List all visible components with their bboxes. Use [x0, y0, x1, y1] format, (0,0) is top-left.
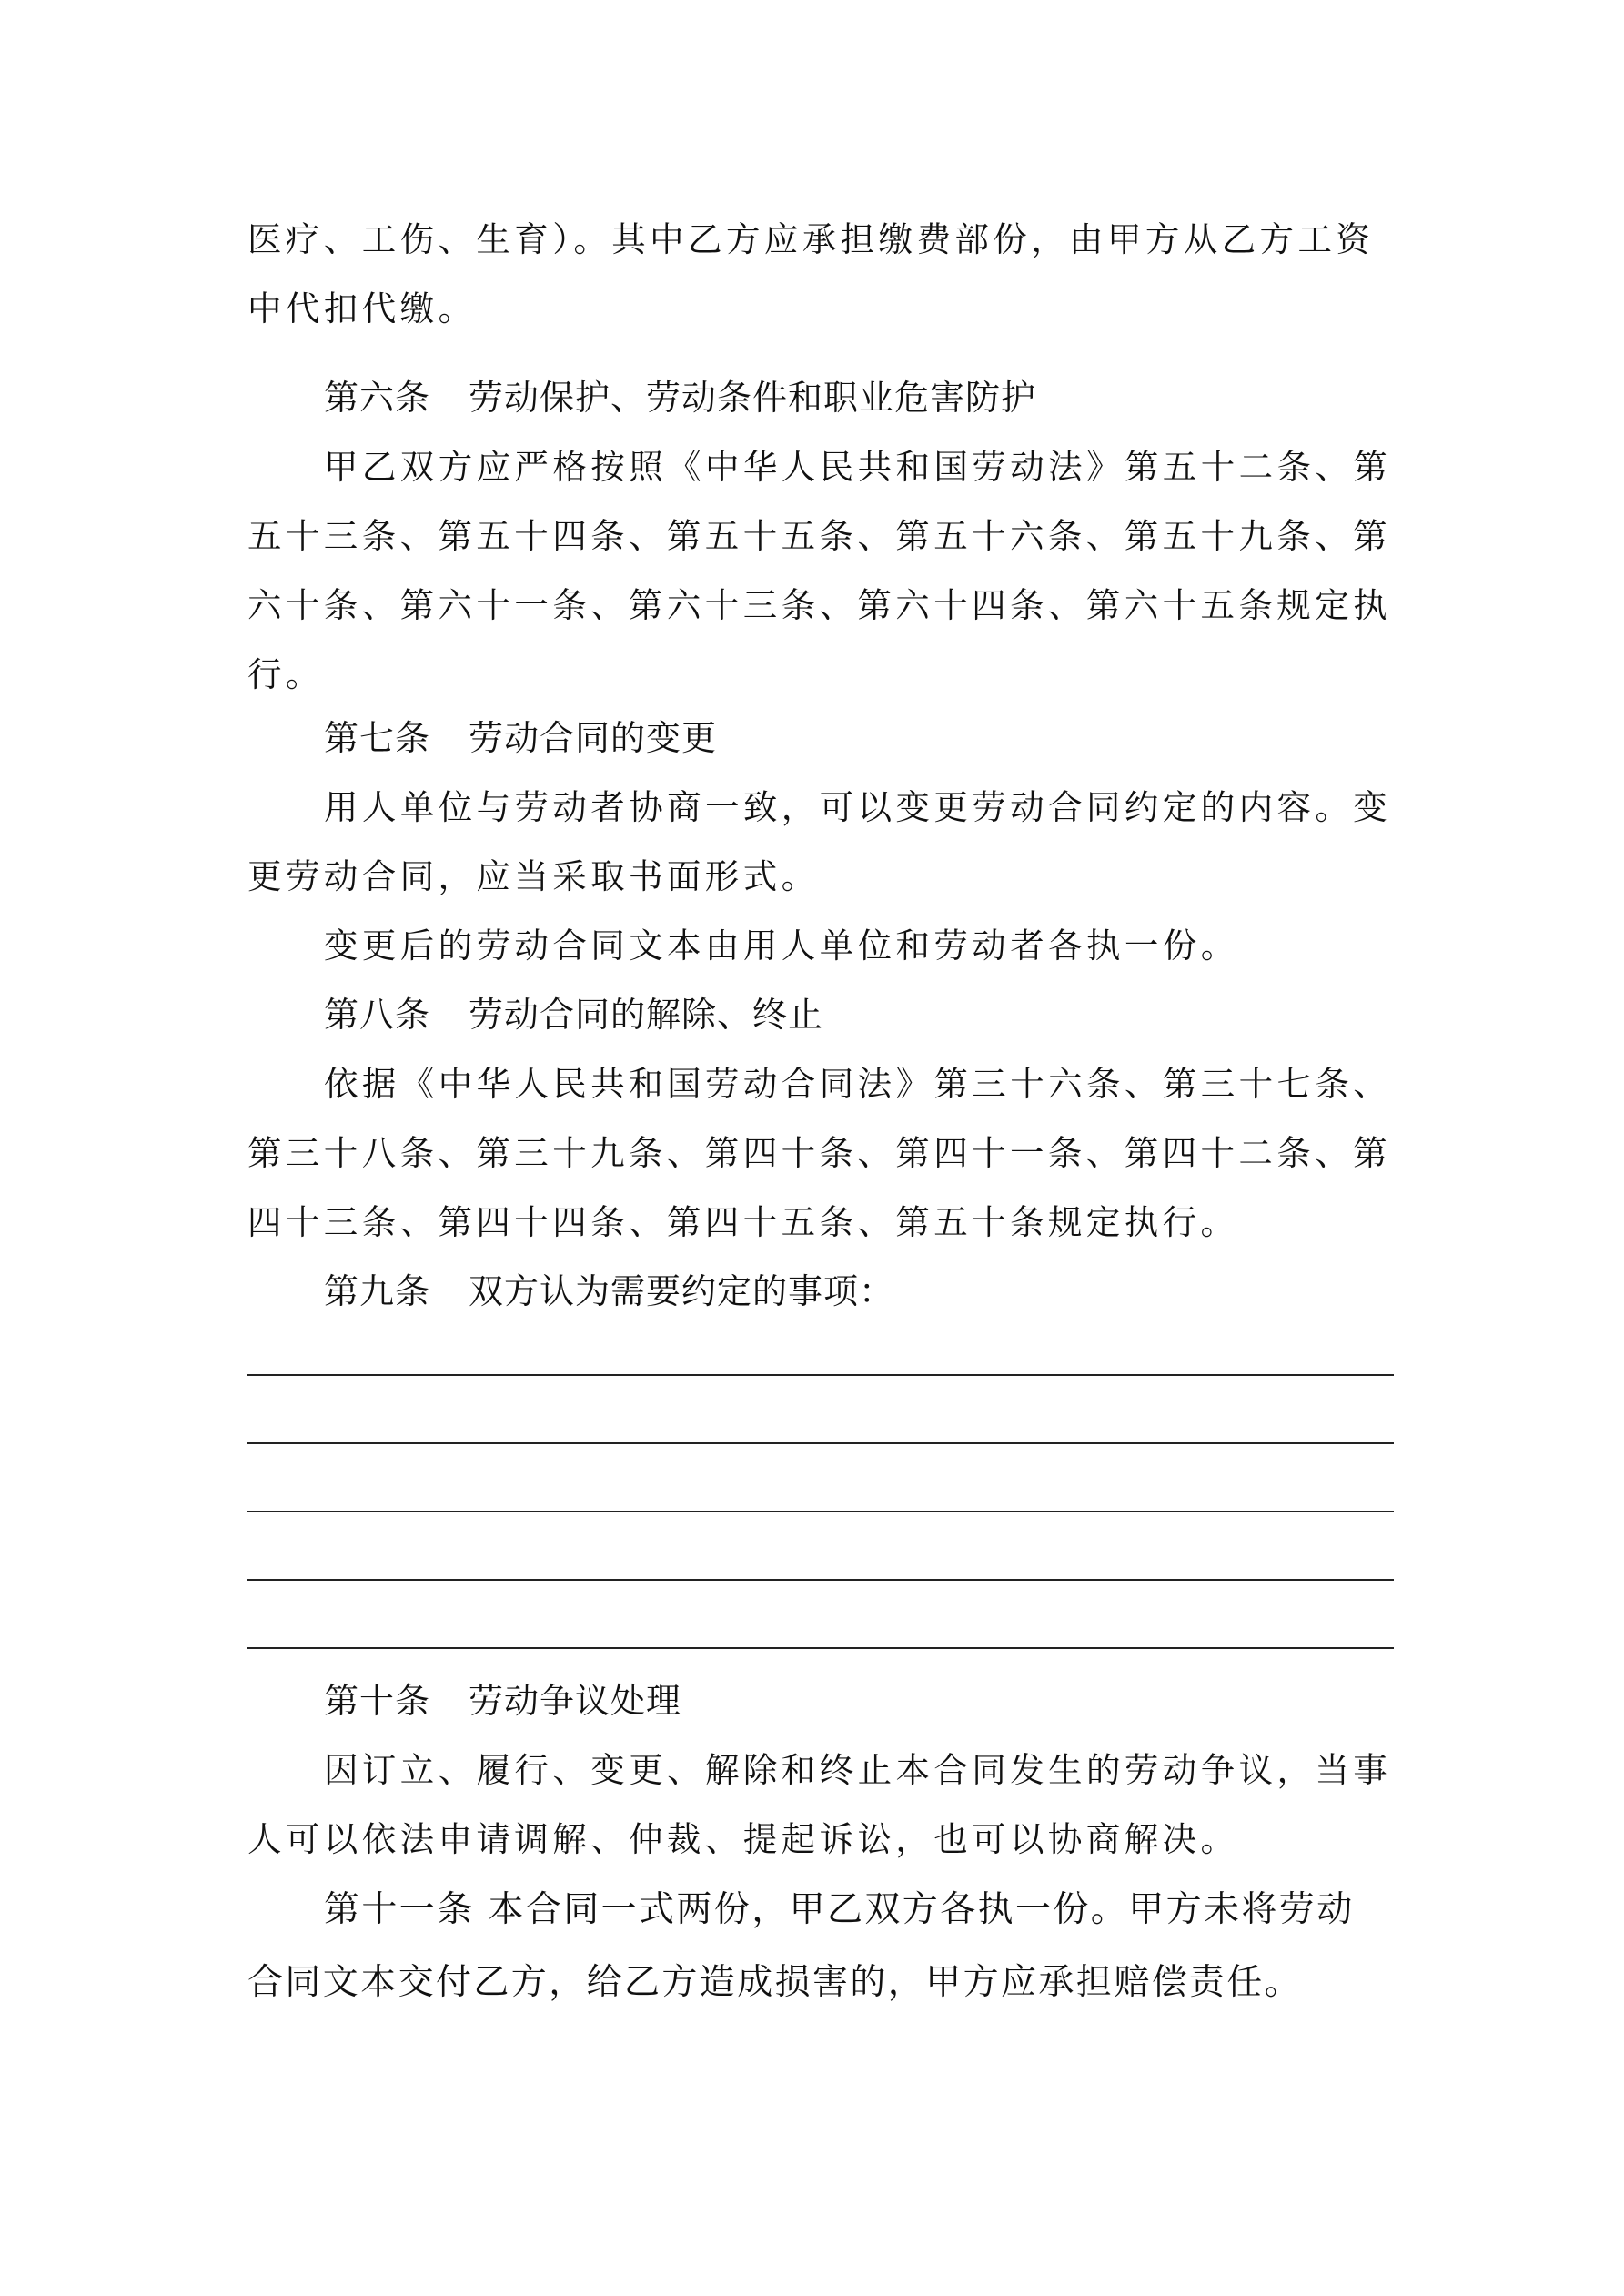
article-10-line-1: 因订立、履行、变更、解除和终止本合同发生的劳动争议，当事 — [324, 1750, 1392, 1790]
intro-line-1: 医疗、工伤、生育）。其中乙方应承担缴费部份，由甲方从乙方工资 — [247, 219, 1375, 259]
agreement-blank-line[interactable] — [247, 1442, 1394, 1444]
article-6-title: 劳动保护、劳动条件和职业危害防护 — [469, 378, 1037, 418]
article-8-number: 第八条 — [324, 995, 431, 1035]
article-7-line-3: 变更后的劳动合同文本由用人单位和劳动者各执一份。 — [324, 925, 1239, 966]
article-10-title: 劳动争议处理 — [469, 1681, 682, 1721]
article-7-line-1: 用人单位与劳动者协商一致，可以变更劳动合同约定的内容。变 — [324, 787, 1392, 827]
agreement-blank-line[interactable] — [247, 1374, 1394, 1376]
article-6-line-1: 甲乙双方应严格按照《中华人民共和国劳动法》第五十二条、第 — [324, 447, 1392, 487]
article-8-line-3: 四十三条、第四十四条、第四十五条、第五十条规定执行。 — [247, 1202, 1239, 1242]
article-7-heading — [247, 703, 1394, 773]
agreement-blank-line[interactable] — [247, 1647, 1394, 1649]
article-6-heading — [247, 363, 1394, 432]
article-11-line-2: 合同文本交付乙方，给乙方造成损害的，甲方应承担赔偿责任。 — [247, 1962, 1303, 2003]
agreement-blank-line[interactable] — [247, 1511, 1394, 1512]
article-11-line-1: 第十一条 本合同一式两份，甲乙双方各执一份。甲方未将劳动 — [324, 1889, 1355, 1930]
document-page — [247, 0, 1394, 2296]
agreement-blank-line[interactable] — [247, 1579, 1394, 1581]
article-8-line-1: 依据《中华人民共和国劳动合同法》第三十六条、第三十七条、 — [324, 1064, 1392, 1104]
article-9-title: 双方认为需要约定的事项： — [469, 1271, 895, 1311]
article-6-line-2: 五十三条、第五十四条、第五十五条、第五十六条、第五十九条、第 — [247, 516, 1391, 556]
article-7-line-2: 更劳动合同，应当采取书面形式。 — [247, 856, 820, 896]
article-9-number: 第九条 — [324, 1271, 431, 1311]
article-8-title: 劳动合同的解除、终止 — [469, 995, 824, 1035]
article-6-number: 第六条 — [324, 378, 431, 418]
article-9-heading — [247, 1257, 1394, 1326]
article-6-line-4: 行。 — [247, 654, 324, 694]
article-7-title: 劳动合同的变更 — [469, 718, 718, 758]
article-8-line-2: 第三十八条、第三十九条、第四十条、第四十一条、第四十二条、第 — [247, 1133, 1391, 1173]
article-10-line-2: 人可以依法申请调解、仲裁、提起诉讼，也可以协商解决。 — [247, 1819, 1239, 1859]
article-6-line-3: 六十条、第六十一条、第六十三条、第六十四条、第六十五条规定执 — [247, 585, 1391, 625]
article-7-number: 第七条 — [324, 718, 431, 758]
article-8-heading — [247, 980, 1394, 1049]
article-10-heading — [247, 1666, 1394, 1735]
article-10-number: 第十条 — [324, 1681, 431, 1721]
intro-line-2: 中代扣代缴。 — [247, 288, 477, 329]
